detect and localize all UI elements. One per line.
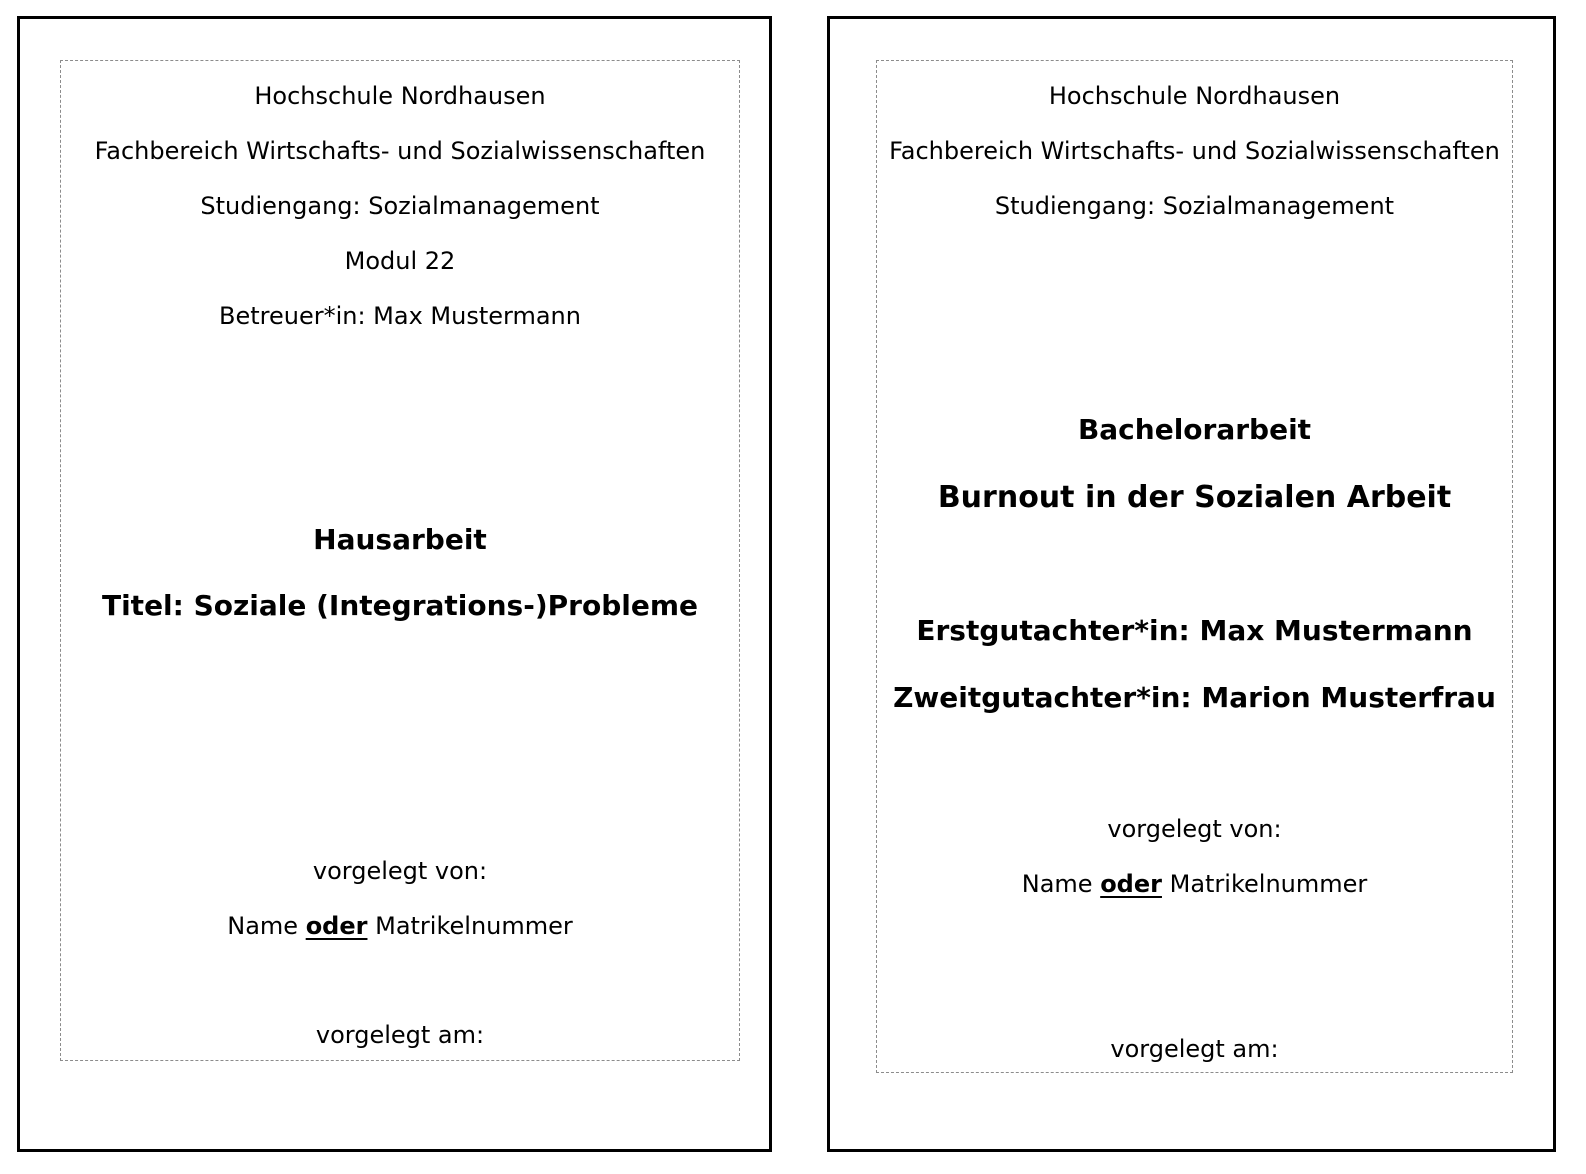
name-prefix: Name bbox=[227, 912, 299, 940]
title-page-hausarbeit bbox=[17, 16, 772, 1152]
name-suffix: Matrikelnummer bbox=[375, 912, 573, 940]
text-frame bbox=[876, 60, 1513, 1073]
study-program: Studiengang: Sozialmanagement bbox=[200, 192, 600, 220]
name-conjunction: oder bbox=[1100, 870, 1162, 898]
supervisor: Betreuer*in: Max Mustermann bbox=[219, 302, 581, 330]
department-name: Fachbereich Wirtschafts- und Sozialwissenschaften bbox=[94, 137, 706, 165]
submitted-on-label: vorgelegt am: bbox=[1110, 1035, 1279, 1063]
second-reviewer: Zweitgutachter*in: Marion Musterfrau bbox=[893, 681, 1496, 714]
name-conjunction: oder bbox=[305, 912, 368, 940]
study-program: Studiengang: Sozialmanagement bbox=[994, 192, 1395, 220]
submitted-on-label: vorgelegt am: bbox=[315, 1021, 485, 1049]
submitted-by-label: vorgelegt von: bbox=[1107, 815, 1282, 843]
document-type: Bachelorarbeit bbox=[1077, 413, 1312, 446]
document-title: Titel: Soziale (Integrations-)Probleme bbox=[101, 589, 698, 622]
university-name: Hochschule Nordhausen bbox=[1048, 82, 1341, 110]
text-frame bbox=[60, 60, 740, 1061]
module-name: Modul 22 bbox=[344, 247, 456, 275]
author-line bbox=[61, 911, 739, 941]
department-name: Fachbereich Wirtschafts- und Sozialwissenschaften bbox=[889, 137, 1500, 165]
title-page-bachelorarbeit bbox=[827, 16, 1556, 1152]
submitted-by-label: vorgelegt von: bbox=[312, 857, 488, 885]
document-title: Burnout in der Sozialen Arbeit bbox=[937, 480, 1452, 515]
university-name: Hochschule Nordhausen bbox=[254, 82, 546, 110]
name-suffix: Matrikelnummer bbox=[1169, 870, 1368, 898]
name-prefix: Name bbox=[1021, 870, 1093, 898]
first-reviewer: Erstgutachter*in: Max Mustermann bbox=[916, 614, 1473, 647]
document-type: Hausarbeit bbox=[313, 523, 487, 556]
author-line bbox=[877, 869, 1512, 899]
